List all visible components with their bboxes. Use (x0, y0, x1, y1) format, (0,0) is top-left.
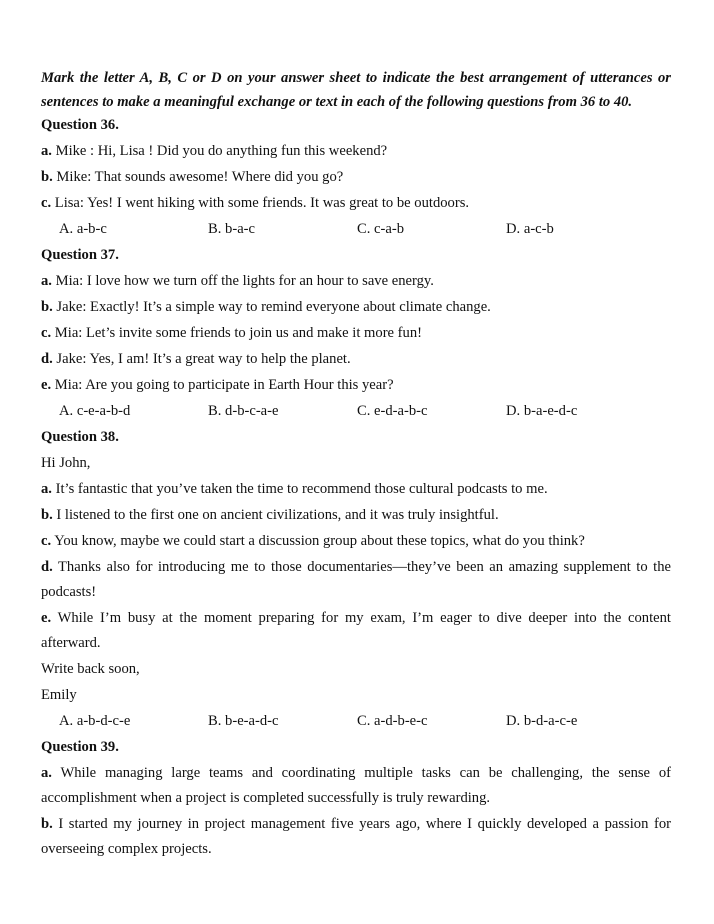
q36-item-c (41, 192, 671, 215)
item-label: e. (41, 377, 52, 393)
q38-options (41, 710, 671, 733)
q37-option-c[interactable]: C. e-d-a-b-c (357, 403, 428, 419)
q36-option-d[interactable]: D. a-c-b (506, 221, 554, 237)
item-label: d. (41, 351, 53, 367)
item-text: You know, maybe we could start a discussion group about these topics, what do you think? (51, 533, 585, 549)
item-label: a. (41, 143, 52, 159)
q38-option-c[interactable]: C. a-d-b-e-c (357, 713, 428, 729)
q37-item-c (41, 322, 671, 345)
exam-page (41, 66, 671, 864)
item-label: d. (41, 559, 53, 575)
item-text: While I’m busy at the moment preparing for my exam, I’m eager to dive deeper into the content (51, 610, 671, 626)
q37-item-e (41, 374, 671, 397)
q38-item-d (41, 556, 671, 579)
item-text: Lisa: Yes! I went hiking with some friends. It was great to be outdoors. (51, 195, 470, 211)
item-text: Mia: Are you going to participate in Earth Hour this year? (51, 377, 394, 393)
item-text: Mike: That sounds awesome! Where did you go? (52, 169, 344, 185)
q38-closing: Write back soon, (41, 661, 140, 677)
item-label: e. (41, 610, 52, 626)
q38-item-e-continued: afterward. (41, 635, 101, 651)
q36-option-c[interactable]: C. c-a-b (357, 221, 405, 237)
q37-option-b[interactable]: B. d-b-c-a-e (208, 403, 279, 419)
q38-item-c (41, 530, 671, 553)
item-label: b. (41, 299, 53, 315)
q37-option-a[interactable]: A. c-e-a-b-d (59, 403, 131, 419)
q38-item-d-continued: podcasts! (41, 584, 97, 600)
q39-item-a (41, 762, 671, 785)
q37-item-b (41, 296, 671, 319)
q38-greeting: Hi John, (41, 455, 91, 471)
item-label: a. (41, 273, 52, 289)
question-38-title: Question 38. (41, 429, 119, 445)
question-39-title: Question 39. (41, 739, 119, 755)
item-text: Jake: Yes, I am! It’s a great way to help the planet. (52, 351, 351, 367)
item-text: I listened to the first one on ancient civilizations, and it was truly insightful. (52, 507, 499, 523)
q36-option-b[interactable]: B. b-a-c (208, 221, 256, 237)
q38-item-a (41, 478, 671, 501)
item-text: Mia: I love how we turn off the lights for an hour to save energy. (51, 273, 434, 289)
q38-item-e (41, 607, 671, 630)
question-36-title: Question 36. (41, 117, 119, 133)
item-label: a. (41, 765, 52, 781)
q36-item-a (41, 140, 671, 163)
item-label: b. (41, 169, 53, 185)
question-37-title: Question 37. (41, 247, 119, 263)
q39-item-a-continued: accomplishment when a project is completed successfully is truly rewarding. (41, 790, 491, 806)
q37-options (41, 400, 671, 423)
q37-option-d[interactable]: D. b-a-e-d-c (506, 403, 578, 419)
item-label: c. (41, 195, 52, 211)
item-text: Mia: Let’s invite some friends to join us and make it more fun! (51, 325, 422, 341)
item-label: a. (41, 481, 52, 497)
q36-item-b (41, 166, 671, 189)
instructions-line-1: Mark the letter A, B, C or D on your answer sheet to indicate the best arrangement of utterances or (41, 70, 671, 86)
item-label: b. (41, 507, 53, 523)
q39-item-b-continued: overseeing complex projects. (41, 841, 212, 857)
q36-option-a[interactable]: A. a-b-c (59, 221, 107, 237)
q38-option-a[interactable]: A. a-b-d-c-e (59, 713, 131, 729)
item-text: I started my journey in project management five years ago, where I quickly developed a passion for (52, 816, 671, 832)
q37-item-a (41, 270, 671, 293)
item-text: It’s fantastic that you’ve taken the time to recommend those cultural podcasts to me. (51, 481, 548, 497)
q39-item-b (41, 813, 671, 836)
item-text: Mike : Hi, Lisa ! Did you do anything fun this weekend? (51, 143, 388, 159)
instructions-line-2: sentences to make a meaningful exchange or text in each of the following questions from 36 to 40. (41, 94, 633, 110)
item-text: While managing large teams and coordinating multiple tasks can be challenging, the sense of (51, 765, 671, 781)
item-label: c. (41, 533, 52, 549)
q36-options (41, 218, 671, 241)
q37-item-d (41, 348, 671, 371)
item-text: Jake: Exactly! It’s a simple way to remind everyone about climate change. (52, 299, 491, 315)
q38-option-b[interactable]: B. b-e-a-d-c (208, 713, 279, 729)
q38-item-b (41, 504, 671, 527)
item-text: Thanks also for introducing me to those documentaries—they’ve been an amazing supplement to the (52, 559, 671, 575)
item-label: b. (41, 816, 53, 832)
q38-signature: Emily (41, 687, 77, 703)
item-label: c. (41, 325, 52, 341)
q38-option-d[interactable]: D. b-d-a-c-e (506, 713, 578, 729)
